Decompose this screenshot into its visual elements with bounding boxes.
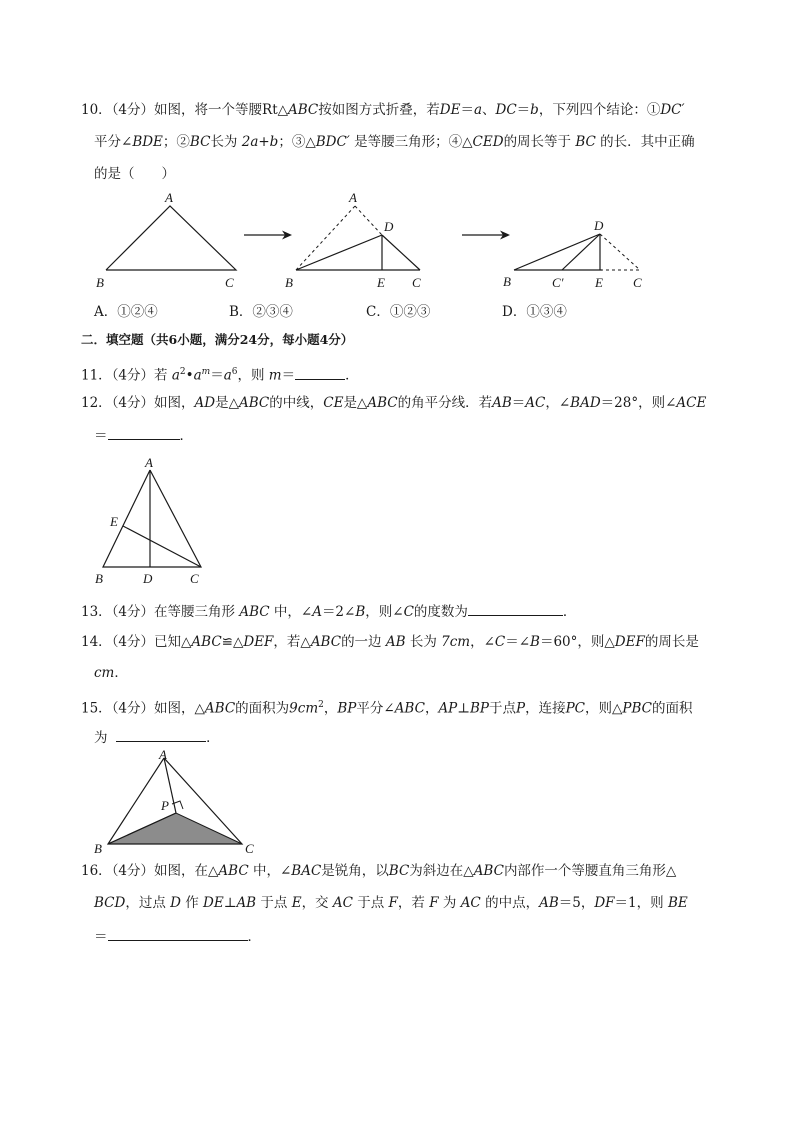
label-a: A: [165, 190, 173, 205]
q13-line1: 13．（4分）在等腰三角形 ABC 中，∠A＝2∠B，则∠C的度数为 ．: [81, 601, 576, 621]
dashed-ad: [355, 206, 382, 235]
label-e: E: [595, 275, 603, 290]
q12-line2: ＝ ．: [94, 425, 193, 445]
q15-line1: 15．（4分）如图，△ABC的面积为$9cm^2$，BP平分∠ABC，AP⊥BP于点P，连接PC，则△PBC的面积: [81, 700, 693, 717]
label-a: A: [349, 190, 357, 205]
label-e: E: [110, 514, 118, 529]
q10-option-d: D．①③④: [502, 304, 567, 320]
q16-line2: BCD，过点 D 作 DE⊥AB 于点 E，交 AC 于点 F，若 F 为 AC 的中点，AB＝5，DF＝1，则 BE: [94, 895, 688, 911]
label-b: B: [95, 571, 103, 586]
q10-option-c: C．①②③: [366, 304, 431, 320]
q10-figure-3: [500, 210, 650, 295]
q10-option-a: A．①②④: [94, 304, 158, 320]
q10-number: 10．: [81, 102, 112, 118]
q12-line1: 12．（4分）如图，AD是△ABC的中线，CE是△ABC的角平分线．若AB＝AC，∠BAD＝28°，则∠ACE: [81, 395, 707, 411]
bisector-ce: [123, 526, 201, 567]
label-b: B: [96, 275, 104, 290]
label-b: B: [94, 841, 102, 856]
line-dc1: [562, 234, 600, 270]
line-bd: [296, 235, 382, 270]
q15-line2: 为 ．: [94, 727, 220, 747]
label-d: D: [143, 571, 153, 586]
dashed-dc: [600, 234, 640, 270]
label-c: C: [190, 571, 199, 586]
label-c: C: [633, 275, 642, 290]
q14-line1: 14．（4分）已知△ABC≌△DEF，若△ABC的一边 AB 长为 7cm，∠C＝∠B＝60°，则△DEF的周长是: [81, 634, 699, 650]
dashed-ab: [296, 206, 355, 270]
q16-number: 16．: [81, 863, 112, 879]
answer-blank[interactable]: [295, 365, 345, 380]
label-a: A: [145, 455, 153, 470]
q16-line3: ＝ ．: [94, 926, 261, 946]
label-d: D: [594, 218, 604, 233]
q11-score: （4分）: [111, 367, 155, 384]
section-heading: 二．填空题（共6小题，满分24分，每小题4分）: [81, 332, 354, 347]
q12-number: 12．: [81, 395, 112, 411]
line-dc: [382, 235, 420, 270]
label-d: D: [384, 219, 394, 234]
line-bd: [514, 234, 600, 270]
q10-figure-1: [90, 188, 250, 293]
q16-line1: 16．（4分）如图，在△ABC 中，∠BAC是锐角，以BC为斜边在△ABC内部作一个等腰直角三角形△: [81, 863, 677, 879]
q15-number: 15．: [81, 700, 112, 717]
q10-line1: 10．（4分）如图，将一个等腰Rt△ABC按如图方式折叠，若DE＝a、DC＝b，下列四个结论：①DC′: [81, 102, 685, 118]
q15-score: （4分）: [111, 700, 155, 717]
q13-score: （4分）: [111, 604, 155, 620]
q16-score: （4分）: [111, 863, 155, 879]
q10-line2: 平分∠BDE；②BC长为 2a+b；③△BDC′ 是等腰三角形；④△CED的周长等于 BC 的长．其中正确: [94, 134, 695, 150]
answer-blank[interactable]: [108, 926, 248, 941]
label-b: B: [503, 274, 511, 289]
q14-number: 14．: [81, 634, 112, 650]
shaded-triangle-pbc: [108, 813, 242, 844]
label-c: C: [245, 841, 254, 856]
answer-blank[interactable]: [116, 727, 206, 742]
q10-option-b: B．②③④: [229, 304, 293, 320]
q12-figure: [90, 452, 215, 587]
label-p: P: [161, 798, 169, 813]
label-c-prime: C′: [552, 275, 564, 290]
label-e: E: [377, 275, 385, 290]
label-b: B: [285, 275, 293, 290]
q13-number: 13．: [81, 604, 112, 620]
triangle-abc: [106, 206, 236, 270]
q14-line2: cm．: [94, 665, 128, 681]
q10-line3: 的是（ ）: [94, 166, 175, 182]
q10-figure-2: [280, 188, 440, 293]
q15-figure: [88, 748, 258, 854]
answer-blank[interactable]: [468, 601, 563, 616]
label-c: C: [225, 275, 234, 290]
label-a: A: [159, 747, 167, 762]
answer-blank[interactable]: [108, 425, 180, 440]
q11-number: 11．: [81, 367, 112, 384]
label-c: C: [412, 275, 421, 290]
q14-score: （4分）: [111, 634, 155, 650]
q12-score: （4分）: [111, 395, 155, 411]
q10-score: （4分）: [111, 102, 155, 118]
q11-line1: 11．（4分）若 $a^2•a^m=a^6$，则 m＝ ．: [81, 363, 359, 385]
